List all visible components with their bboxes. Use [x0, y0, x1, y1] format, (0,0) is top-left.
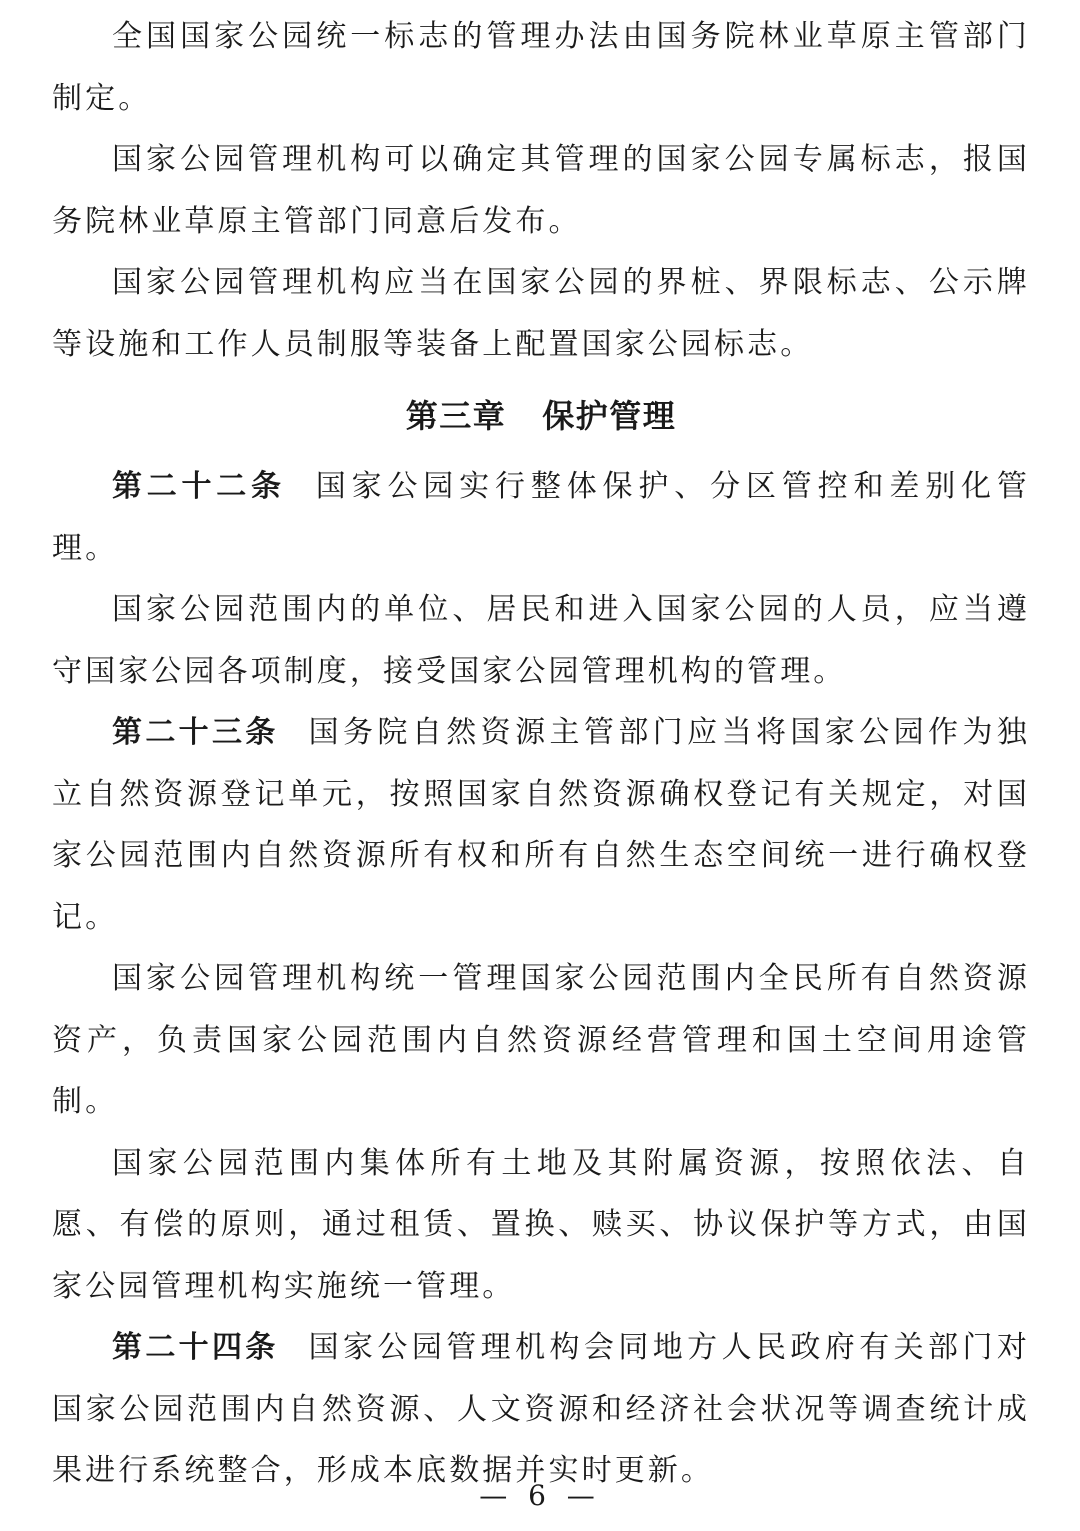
paragraph-logo-placement: 国家公园管理机构应当在国家公园的界桩、界限标志、公示牌等设施和工作人员制服等装备上配置国家公园标志。	[52, 265, 1030, 362]
article-23	[52, 702, 1030, 948]
article-22	[52, 456, 1030, 579]
article-24-text: 国家公园管理机构会同地方人民政府有关部门对国家公园范围内自然资源、人文资源和经济社会状况等调查统计成果进行系统整合，形成本底数据并实时更新。	[52, 1330, 1030, 1488]
article-22-paragraph-2: 国家公园范围内的单位、居民和进入国家公园的人员，应当遵守国家公园各项制度，接受国家公园管理机构的管理。	[52, 592, 1030, 689]
article-22-number: 第二十二条	[112, 469, 286, 504]
article-24-number: 第二十四条	[112, 1330, 279, 1365]
document-page	[52, 6, 1030, 1502]
paragraph-national-logo-rules: 全国国家公园统一标志的管理办法由国务院林业草原主管部门制定。	[52, 19, 1030, 116]
chapter-title: 保护管理	[542, 397, 677, 435]
article-23-number: 第二十三条	[112, 715, 279, 750]
article-23-paragraph-3: 国家公园范围内集体所有土地及其附属资源，按照依法、自愿、有偿的原则，通过租赁、置换、赎买、协议保护等方式，由国家公园管理机构实施统一管理。	[52, 1145, 1030, 1304]
chapter-number: 第三章	[405, 397, 507, 435]
page-number: — 6 —	[479, 1479, 601, 1512]
paragraph-exclusive-logo: 国家公园管理机构可以确定其管理的国家公园专属标志，报国务院林业草原主管部门同意后发布。	[52, 142, 1030, 239]
chapter-heading	[52, 391, 1030, 441]
article-24	[52, 1317, 1030, 1502]
article-23-text: 国务院自然资源主管部门应当将国家公园作为独立自然资源登记单元，按照国家自然资源确权登记有关规定，对国家公园范围内自然资源所有权和所有自然生态空间统一进行确权登记。	[52, 715, 1030, 935]
article-23-paragraph-2: 国家公园管理机构统一管理国家公园范围内全民所有自然资源资产，负责国家公园范围内自然资源经营管理和国土空间用途管制。	[52, 961, 1030, 1119]
article-22-text: 国家公园实行整体保护、分区管控和差别化管理。	[52, 469, 1030, 566]
